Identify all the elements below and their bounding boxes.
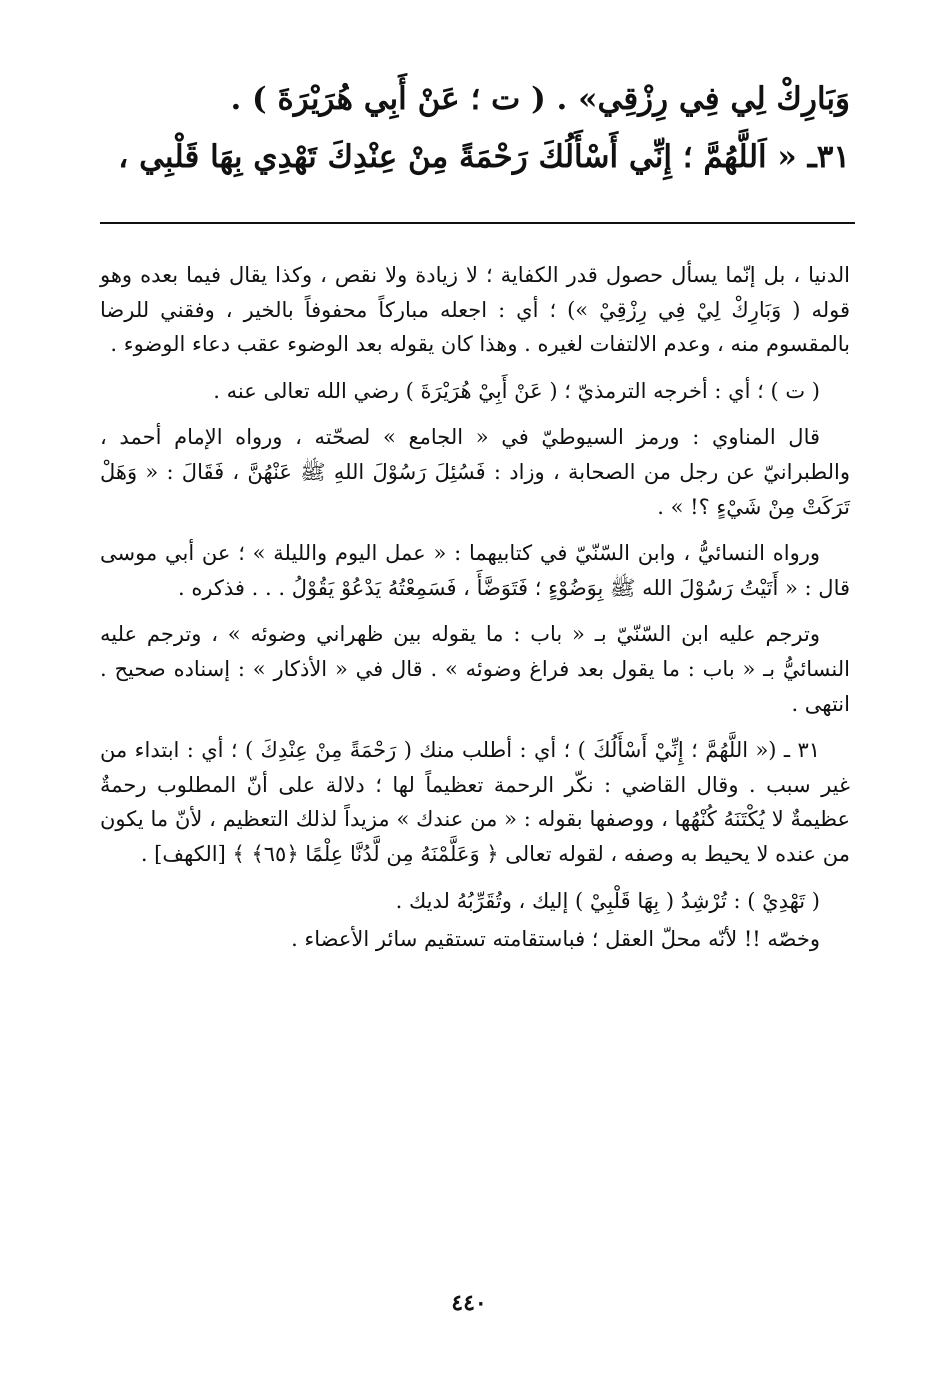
hadith-line-2: ٣١ـ « اَللَّهُمَّ ؛ إِنِّي أَسْأَلُكَ رَحْمَةً مِنْ عِنْدِكَ تَهْدِي بِهَا قَلْبِي ، xyxy=(118,139,850,175)
commentary-paragraph-1: الدنيا ، بل إنّما يسأل حصول قدر الكفاية ؛ لا زيادة ولا نقص ، وكذا يقال فيما بعده وهو قوله ( وَبَارِكْ لِيْ فِي رِزْقِيْ ») ؛ أي : اجعله مباركاً محفوفاً بالخير ، وفقني للرضا بالمقسوم منه ، وعدم الالتفات لغيره . وهذا كان يقوله بعد الوضوء عقب دعاء الوضوء . xyxy=(100,263,850,357)
commentary-body xyxy=(100,258,850,961)
page-number: ٤٤٠ xyxy=(451,1290,487,1316)
hadith-text xyxy=(100,70,850,186)
commentary-paragraph-2: ( ت ) ؛ أي : أخرجه الترمذيّ ؛ ( عَنْ أَبِيْ هُرَيْرَةَ ) رضي الله تعالى عنه . xyxy=(213,378,820,403)
commentary-paragraph-6: ٣١ ـ (« اللَّهُمَّ ؛ إِنِّيْ أَسْأَلُكَ ) ؛ أي : أطلب منك ( رَحْمَةً مِنْ عِنْدِكَ ) ؛ أي : ابتداء من غير سبب . وقال القاضي : نكّر الرحمة تعظيماً لها ؛ دلالة على أنّ المطلوب رحمةٌ عظيمةٌ لا يُكْتَنَهُ كُنْهُها ، ووصفها بقوله : « من عندك » مزيداً لذلك التعظيم ، لأنّ ما يكون من عنده لا يحيط به وصفه ، لقوله تعالى ﴿ وَعَلَّمْنَهُ مِن لَّدُنَّا عِلْمًا ﴿٦٥﴾ ﴾ [الكهف] . xyxy=(100,738,850,866)
section-divider xyxy=(100,222,855,224)
commentary-paragraph-4: ورواه النسائيُّ ، وابن السّنّيّ في كتابيهما : « عمل اليوم والليلة » ؛ عن أبي موسى قال : « أَتَيْتُ رَسُوْلَ الله ﷺ بِوَضُوْءٍ ؛ فَتَوَضَّأَ ، فَسَمِعْتُهُ يَدْعُوْ يَقُوْلُ . . . فذكره . xyxy=(100,541,850,600)
commentary-paragraph-8: وخصّه !! لأنّه محلّ العقل ؛ فباستقامته تستقيم سائر الأعضاء . xyxy=(291,927,820,952)
hadith-line-1: وَبَارِكْ لِي فِي رِزْقِي» . ( ت ؛ عَنْ أَبِي هُرَيْرَةَ ) . xyxy=(230,81,850,117)
commentary-paragraph-7: ( تَهْدِيْ ) : تُرْشِدُ ( بِهَا قَلْبِيْ ) إليك ، وتُقَرِّبُهُ لديك . xyxy=(395,888,820,913)
commentary-paragraph-3: قال المناوي : ورمز السيوطيّ في « الجامع » لصحّته ، ورواه الإمام أحمد ، والطبرانيّ عن رجل من الصحابة ، وزاد : فَسُئِلَ رَسُوْلَ اللهِ ﷺ عَنْهُنَّ ، فَقَالَ : « وَهَلْ تَرَكَتْ مِنْ شَيْءٍ ؟! » . xyxy=(100,425,850,519)
commentary-paragraph-5: وترجم عليه ابن السّنّيّ بـ « باب : ما يقوله بين ظهراني وضوئه » ، وترجم عليه النسائيُّ بـ « باب : ما يقول بعد فراغ وضوئه » . قال في « الأذكار » : إسناده صحيح . انتهى . xyxy=(100,622,850,716)
